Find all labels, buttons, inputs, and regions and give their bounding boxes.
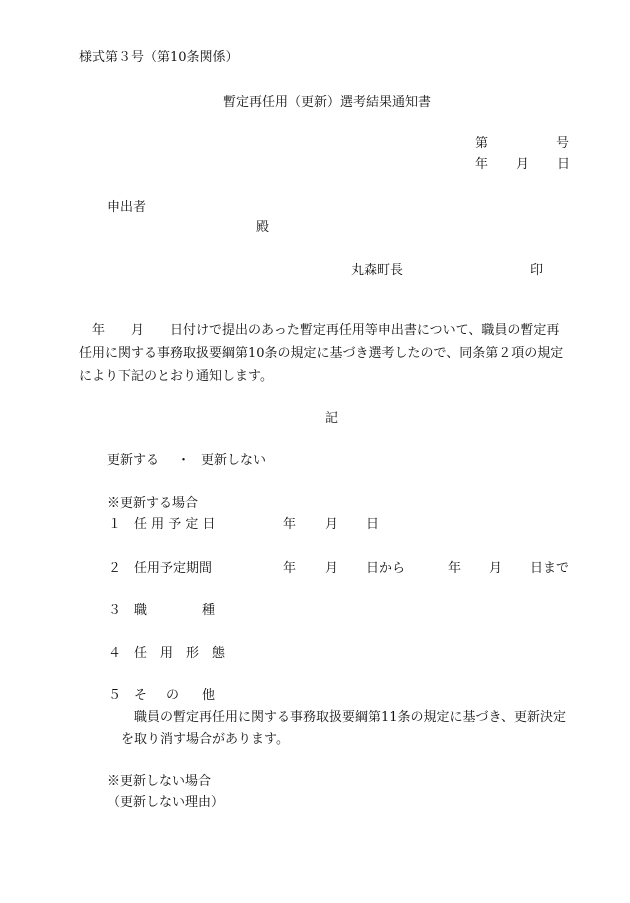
doc-number-dai: 第 [475,136,489,151]
choice-no-renew: 更新しない [201,453,267,468]
item-1-gatsu: 月 [325,517,339,532]
item-3-label-shoku: 職 [134,603,148,618]
choice-renew: 更新する [107,453,160,468]
notice-body-line-2: 任用に関する事務取扱要綱第10条の規定に基づき選考したので、同条第２項の規定 [79,346,564,361]
notice-body-line-1: 年 月 日付けで提出のあった暫定再任用等申出書について、職員の暫定再 [79,323,560,338]
notice-body [79,319,584,388]
item-5-label-ta: 他 [202,688,216,703]
item-5-number: ５ [108,688,122,703]
notice-body-line-3: により下記のとおり通知します。 [79,369,273,384]
choice-separator: ・ [177,453,191,468]
date-nichi: 日 [557,157,571,172]
item-3-number: ３ [108,603,122,618]
form-label: 様式第３号（第10条関係） [79,50,239,65]
document-title: 暫定再任用（更新）選考結果通知書 [223,95,432,110]
item-2-nichi-kara: 日から [366,561,406,576]
no-renew-reason-label: （更新しない理由） [107,795,225,810]
sender-name: 丸森町長 [351,263,404,278]
item-5-label-so: そ [134,688,148,703]
item-1-nen: 年 [283,517,297,532]
sender-seal: 印 [530,263,544,278]
item-4-label: 任 用 形 態 [134,646,226,661]
item-4-number: ４ [108,646,122,661]
recipient-honorific: 殿 [256,220,270,235]
other-note-line-1: 職員の暫定再任用に関する事務取扱要綱第11条の規定に基づき、更新決定 [134,710,567,725]
item-5-label-no: の [166,688,180,703]
ki-heading: 記 [325,411,339,426]
item-2-gatsu-end: 月 [489,561,503,576]
item-2-nichi-made: 日まで [530,561,570,576]
date-gatsu: 月 [516,157,530,172]
item-1-number: １ [108,517,122,532]
other-note-line-2: を取り消す場合があります。 [121,732,289,747]
item-1-nichi: 日 [366,517,380,532]
item-1-label: 任 用 予 定 日 [134,517,216,532]
item-2-gatsu-start: 月 [325,561,339,576]
item-2-number: ２ [108,561,122,576]
date-nen: 年 [475,157,489,172]
item-2-nen-end: 年 [448,561,462,576]
item-2-nen-start: 年 [283,561,297,576]
renew-case-heading: ※更新する場合 [107,496,199,511]
item-3-label-shu: 種 [202,603,216,618]
no-renew-case-heading: ※更新しない場合 [107,774,212,789]
recipient-label: 申出者 [107,200,147,215]
doc-number-gou: 号 [556,136,570,151]
item-2-label: 任用予定期間 [134,561,213,576]
